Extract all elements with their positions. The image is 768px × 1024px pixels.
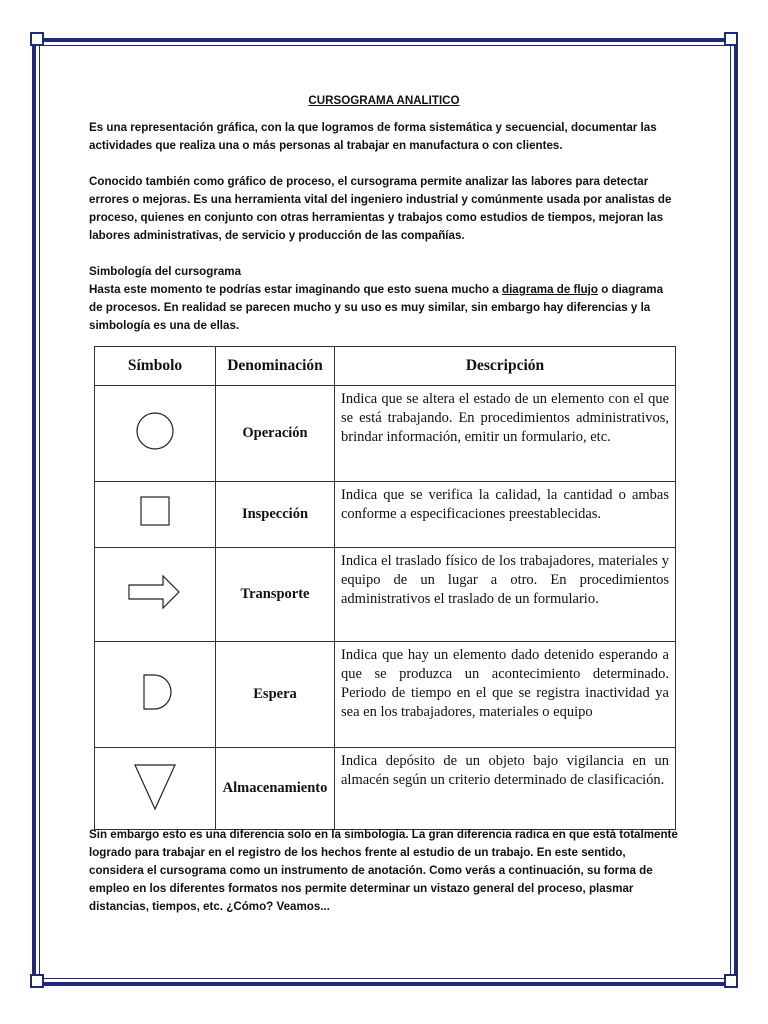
section-heading: Simbología del cursograma: [89, 265, 242, 278]
square-icon: [130, 492, 180, 532]
header-name: Denominación: [216, 347, 335, 386]
page-title: CURSOGRAMA ANALITICO: [308, 94, 460, 107]
symbol-name: Operación: [216, 386, 335, 482]
table-row: [95, 548, 676, 642]
header-description: Descripción: [335, 347, 676, 386]
symbol-cell: [95, 482, 216, 548]
symbol-description: Indica el traslado físico de los trabajadores, materiales y equipo de un lugar a otro. En procedimientos administrativos el traslado de un formulario.: [335, 548, 676, 642]
table-row: [95, 642, 676, 748]
table-row: [95, 386, 676, 482]
symbol-name: Almacenamiento: [216, 748, 335, 830]
symbol-cell: [95, 642, 216, 748]
corner-ornament-bottom-right: [724, 974, 738, 988]
description-paragraph: Conocido también como gráfico de proceso, el cursograma permite analizar las labores para detectar errores o mejoras. Es una herramienta vital del ingeniero industrial y comúnmente usada por analistas de proceso, quienes en conjunto con otras herramientas y trabajos como estudios de tiempos, mejoran las labores administrativas, de servicio y producción de las compañías.: [89, 175, 672, 242]
intro-paragraph: Es una representación gráfica, con la que logramos de forma sistemática y secuencial, documentar las actividades que realiza una o más personas al trabajar en manufactura o con clientes.: [89, 121, 657, 152]
corner-ornament-bottom-left: [30, 974, 44, 988]
symbol-name: Espera: [216, 642, 335, 748]
table-row: [95, 482, 676, 548]
symbol-cell: [95, 748, 216, 830]
symbol-description: Indica que hay un elemento dado detenido esperando a que se produzca un acontecimiento determinado. Periodo de tiempo en el que se registra inactividad ya sea en los trabajadores, materiales o equipo: [335, 642, 676, 748]
circle-icon: [130, 406, 180, 456]
section-paragraph: Hasta este momento te podrías estar imaginando que esto suena mucho a diagrama de flujo o diagrama de procesos. En realidad se parecen mucho y su uso es muy similar, sin embargo hay diferencias y la simbología es una de ellas.: [89, 283, 664, 332]
corner-ornament-top-left: [30, 32, 44, 46]
document-body: [89, 92, 679, 335]
symbols-table: [94, 346, 676, 830]
d-shape-icon: [130, 667, 180, 717]
table-header-row: [95, 347, 676, 386]
symbol-description: Indica que se altera el estado de un elemento con el que se está trabajando. En procedimientos administrativos, brindar información, emitir un formulario, etc.: [335, 386, 676, 482]
triangle-down-icon: [130, 759, 180, 813]
symbol-cell: [95, 548, 216, 642]
table-row: [95, 748, 676, 830]
closing-paragraph: Sin embargo esto es una diferencia solo en la simbología. La gran diferencia radica en que está totalmente logrado para trabajar en el registro de los hechos frente al estudio de un trabajo. En este sentido, considera el cursograma como un instrumento de anotación. Como verás a continuación, su forma de empleo en los diferentes formatos nos permite determinar un vistazo general del proceso, plasmar distancias, tiempos, etc. ¿Cómo? Veamos...: [89, 828, 678, 913]
symbol-name: Inspección: [216, 482, 335, 548]
symbol-name: Transporte: [216, 548, 335, 642]
corner-ornament-top-right: [724, 32, 738, 46]
symbol-description: Indica depósito de un objeto bajo vigilancia en un almacén según un criterio determinado de clasificación.: [335, 748, 676, 830]
arrow-right-icon: [125, 572, 185, 612]
symbol-cell: [95, 386, 216, 482]
header-symbol: Símbolo: [95, 347, 216, 386]
flowchart-link[interactable]: diagrama de flujo: [501, 283, 598, 296]
symbol-description: Indica que se verifica la calidad, la cantidad o ambas conforme a especificaciones preestablecidas.: [335, 482, 676, 548]
